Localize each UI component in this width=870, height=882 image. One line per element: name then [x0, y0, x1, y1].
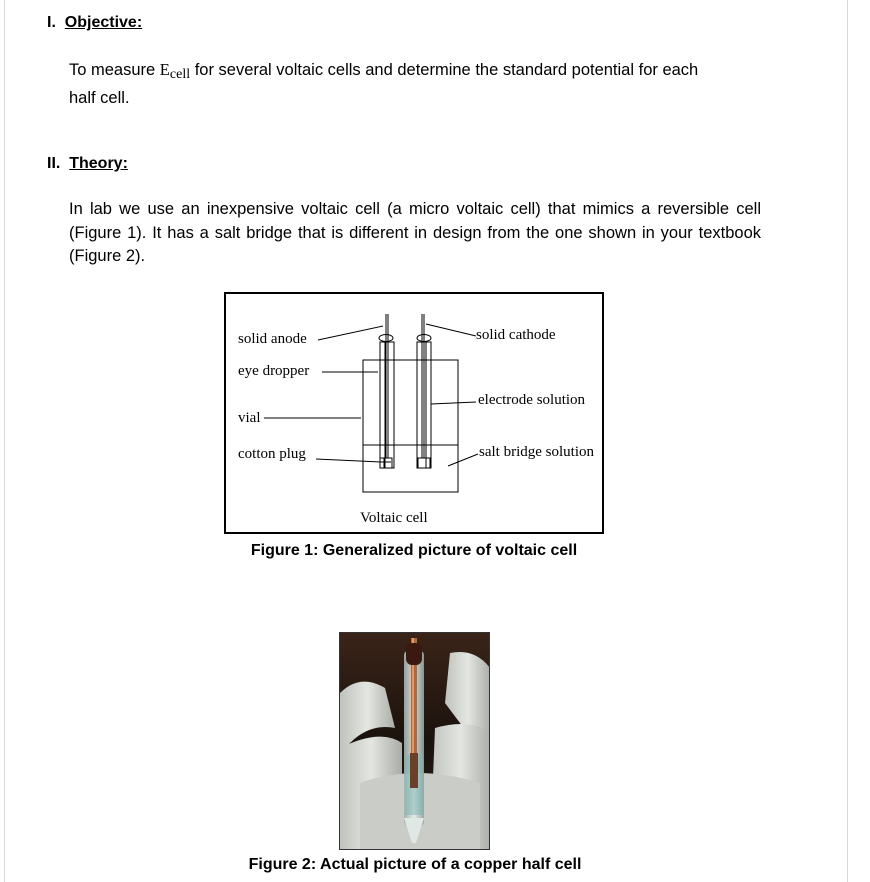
leader-electrode-solution	[431, 402, 476, 404]
label-solid-anode: solid anode	[238, 331, 307, 347]
objective-title: Objective:	[64, 14, 143, 31]
objective-text-before: To measure	[69, 61, 160, 79]
leader-cotton-plug	[316, 459, 381, 462]
cotton-plug-left	[380, 458, 392, 468]
theory-heading	[47, 155, 128, 173]
theory-number: II.	[47, 155, 61, 172]
label-solid-cathode: solid cathode	[476, 327, 556, 343]
left-dropper-tube	[380, 342, 394, 468]
cotton-plug-right	[418, 458, 430, 468]
objective-number: I.	[47, 14, 56, 31]
label-salt-bridge-solution: salt bridge solution	[479, 444, 594, 460]
label-vial: vial	[238, 410, 261, 426]
theory-paragraph: In lab we use an inexpensive voltaic cell (a micro voltaic cell) that mimics a reversible cell (Figure 1). It has a salt bridge that is different in design from the one shown in your textbook (Figure 2).	[69, 200, 761, 265]
e-cell-subscript: cell	[169, 67, 191, 82]
figure2-caption: Figure 2: Actual picture of a copper half cell	[248, 856, 582, 873]
label-electrode-solution: electrode solution	[478, 392, 586, 408]
theory-title: Theory:	[69, 155, 128, 172]
document-page	[4, 0, 848, 882]
figure1-caption: Figure 1: Generalized picture of voltaic cell	[250, 542, 578, 559]
objective-text-line1: for several voltaic cells and determine the standard potential for each	[190, 61, 699, 79]
e-cell-symbol: E	[159, 60, 170, 79]
label-diagram-title: Voltaic cell	[360, 510, 428, 526]
objective-heading	[47, 14, 142, 32]
figure1-diagram	[224, 292, 604, 534]
figure2-photo	[339, 632, 490, 850]
vial-outline	[363, 360, 458, 492]
leader-solid-cathode	[426, 324, 476, 336]
leader-solid-anode	[318, 326, 383, 340]
objective-text-line2: half cell.	[69, 88, 130, 107]
copper-half-cell-photo	[340, 633, 490, 850]
leader-salt-bridge	[448, 454, 478, 466]
label-eye-dropper: eye dropper	[238, 363, 310, 379]
label-cotton-plug: cotton plug	[238, 446, 306, 462]
objective-text	[69, 58, 789, 110]
